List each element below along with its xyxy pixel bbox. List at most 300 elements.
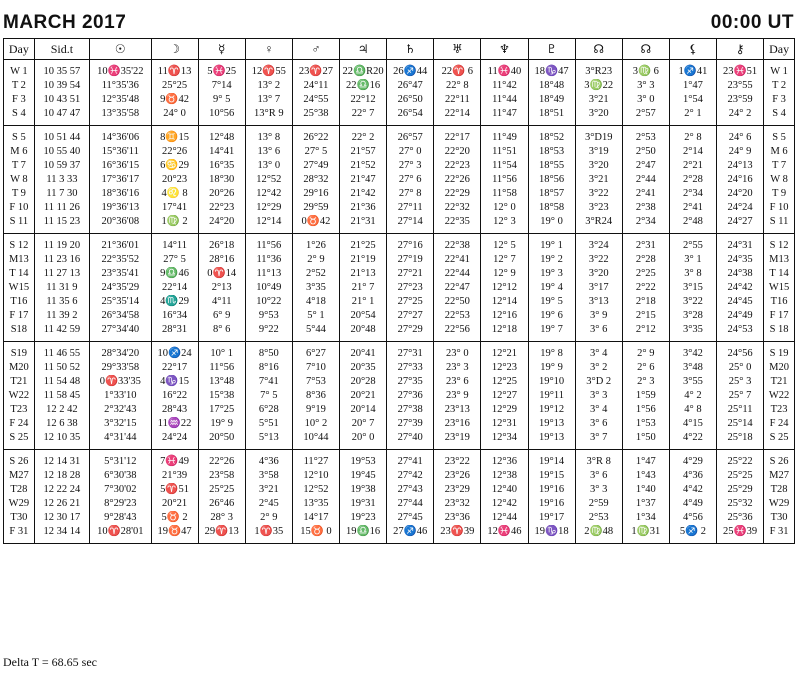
table-cell: 4°22	[669, 431, 716, 450]
table-row	[4, 403, 795, 417]
column-header: ☿	[198, 39, 245, 60]
table-cell: 12 14 31	[34, 450, 89, 470]
table-cell: 11 7 30	[34, 187, 89, 201]
table-cell: 9°28'43	[90, 511, 151, 525]
table-cell: 13°48	[198, 375, 245, 389]
table-cell: 14°17	[292, 511, 339, 525]
column-header: ♅	[434, 39, 481, 60]
table-cell: 27°11	[387, 201, 434, 215]
table-cell: 24°35	[717, 253, 764, 267]
table-cell: 14°36'06	[90, 126, 151, 146]
table-cell: 22°14	[434, 107, 481, 126]
table-row	[4, 201, 795, 215]
table-cell: 24°42	[717, 281, 764, 295]
table-cell: 19°13	[528, 431, 575, 450]
table-cell: 27° 6	[387, 173, 434, 187]
week-group	[4, 126, 795, 234]
table-row	[4, 361, 795, 375]
table-cell: 11°56	[245, 234, 292, 254]
table-cell: 2° 3	[622, 375, 669, 389]
table-cell: 8° 6	[198, 323, 245, 342]
table-cell: 15°36'11	[90, 145, 151, 159]
table-cell: 24°38	[717, 267, 764, 281]
table-cell: 3°R23	[575, 60, 622, 80]
table-cell: S 5	[764, 126, 795, 146]
table-cell: 9♉42	[151, 93, 198, 107]
table-cell: 12° 7	[481, 253, 528, 267]
table-cell: 20°14	[340, 403, 387, 417]
table-cell: 17°36'17	[90, 173, 151, 187]
table-cell: 5°31'12	[90, 450, 151, 470]
table-cell: 24° 6	[717, 126, 764, 146]
table-cell: 19° 8	[528, 342, 575, 362]
table-cell: T 14	[764, 267, 795, 281]
column-header: ♆	[481, 39, 528, 60]
table-cell: 19♉47	[151, 525, 198, 544]
table-cell: 4°18	[292, 295, 339, 309]
table-cell: 5♉ 2	[151, 511, 198, 525]
table-row	[4, 295, 795, 309]
table-row	[4, 145, 795, 159]
table-cell: 18°53	[528, 145, 575, 159]
table-cell: 23°36	[434, 511, 481, 525]
table-cell: 22°23	[434, 159, 481, 173]
table-cell: 2° 9	[622, 342, 669, 362]
table-cell: 2°59	[575, 497, 622, 511]
table-cell: 9°53	[245, 309, 292, 323]
table-cell: 23°58	[198, 469, 245, 483]
table-cell: 26°22	[292, 126, 339, 146]
table-cell: 18°36'16	[90, 187, 151, 201]
table-cell: 13° 8	[245, 126, 292, 146]
table-cell: 22♈ 6	[434, 60, 481, 80]
table-cell: 3°23	[575, 201, 622, 215]
table-cell: 11°49	[481, 126, 528, 146]
table-cell: 24° 0	[151, 107, 198, 126]
table-cell: T 2	[4, 79, 35, 93]
table-cell: 22°26	[151, 145, 198, 159]
table-cell: 27° 5	[292, 145, 339, 159]
table-cell: 19°16	[528, 497, 575, 511]
column-header: Sid.t	[34, 39, 89, 60]
table-cell: 2°18	[622, 295, 669, 309]
table-cell: 11°56	[481, 173, 528, 187]
table-cell: 19°14	[528, 450, 575, 470]
table-row	[4, 497, 795, 511]
table-cell: 5°51	[245, 417, 292, 431]
table-cell: 2°55	[669, 234, 716, 254]
column-header: ♂	[292, 39, 339, 60]
table-cell: 3°R 8	[575, 450, 622, 470]
table-cell: 25♓39	[717, 525, 764, 544]
table-row	[4, 60, 795, 80]
table-cell: 2°12	[622, 323, 669, 342]
week-group	[4, 234, 795, 342]
table-cell: 25° 0	[717, 361, 764, 375]
table-cell: 14°11	[151, 234, 198, 254]
table-cell: M27	[764, 469, 795, 483]
table-cell: 13°35'58	[90, 107, 151, 126]
table-cell: 24°20	[717, 187, 764, 201]
table-cell: 3♍ 6	[622, 60, 669, 80]
table-cell: 22°35	[434, 215, 481, 234]
table-cell: 27°42	[387, 469, 434, 483]
table-cell: 3°22	[575, 253, 622, 267]
table-cell: 23°13	[434, 403, 481, 417]
table-cell: 11°27	[292, 450, 339, 470]
table-cell: 11 19 20	[34, 234, 89, 254]
table-cell: 24° 9	[717, 145, 764, 159]
table-cell: 28°32	[292, 173, 339, 187]
column-header: ♄	[387, 39, 434, 60]
table-row	[4, 389, 795, 403]
table-cell: 19°15	[528, 469, 575, 483]
table-cell: 12°12	[481, 281, 528, 295]
table-cell: 18°55	[528, 159, 575, 173]
table-cell: 27°33	[387, 361, 434, 375]
week-group	[4, 60, 795, 126]
table-cell: 9°19	[292, 403, 339, 417]
table-cell: 7♓49	[151, 450, 198, 470]
table-cell: 22°23	[198, 201, 245, 215]
table-cell: 1°47	[669, 79, 716, 93]
table-row	[4, 107, 795, 126]
table-cell: 1♍ 2	[151, 215, 198, 234]
table-cell: 1°33'10	[90, 389, 151, 403]
table-cell: 10♓35'22	[90, 60, 151, 80]
table-cell: 6°27	[292, 342, 339, 362]
table-cell: 4°11	[198, 295, 245, 309]
table-cell: 19° 3	[528, 267, 575, 281]
table-cell: 10°22	[245, 295, 292, 309]
table-cell: 24°45	[717, 295, 764, 309]
table-cell: 12°23	[481, 361, 528, 375]
table-cell: 20°26	[198, 187, 245, 201]
table-cell: 26°50	[387, 93, 434, 107]
table-cell: S 11	[4, 215, 35, 234]
table-cell: 12°40	[481, 483, 528, 497]
table-cell: 18°56	[528, 173, 575, 187]
table-cell: S 4	[4, 107, 35, 126]
table-cell: 18°58	[528, 201, 575, 215]
table-cell: 25°32	[717, 497, 764, 511]
table-cell: 20°48	[340, 323, 387, 342]
table-cell: 19° 1	[528, 234, 575, 254]
table-cell: 24° 2	[717, 107, 764, 126]
table-cell: 6°30'38	[90, 469, 151, 483]
table-cell: 24°24	[717, 201, 764, 215]
table-cell: 3°42	[669, 342, 716, 362]
table-cell: 21°52	[340, 159, 387, 173]
table-cell: 2°32'43	[90, 403, 151, 417]
table-cell: 3°D 2	[575, 375, 622, 389]
table-cell: 20°23	[151, 173, 198, 187]
table-cell: 21° 7	[340, 281, 387, 295]
table-cell: 2°57	[622, 107, 669, 126]
table-cell: 25°18	[717, 431, 764, 450]
table-cell: 23° 6	[434, 375, 481, 389]
column-header: ☊	[575, 39, 622, 60]
table-cell: 9°22	[245, 323, 292, 342]
table-cell: 23°16	[434, 417, 481, 431]
table-row	[4, 483, 795, 497]
table-cell: 1°47	[622, 450, 669, 470]
table-cell: 7°41	[245, 375, 292, 389]
table-cell: 11°51	[481, 145, 528, 159]
table-cell: 28°31	[151, 323, 198, 342]
table-cell: T23	[4, 403, 35, 417]
table-cell: 22° 8	[434, 79, 481, 93]
table-row	[4, 187, 795, 201]
table-cell: 27°16	[387, 234, 434, 254]
table-cell: 12 22 24	[34, 483, 89, 497]
column-header: ♇	[528, 39, 575, 60]
table-cell: T30	[4, 511, 35, 525]
table-cell: 28°34'20	[90, 342, 151, 362]
table-cell: S 4	[764, 107, 795, 126]
table-cell: 4°31'44	[90, 431, 151, 450]
table-cell: 4°56	[669, 511, 716, 525]
table-cell: 3°21	[575, 173, 622, 187]
table-cell: 22°29	[434, 187, 481, 201]
table-cell: 22° 2	[340, 126, 387, 146]
table-cell: 21°13	[340, 267, 387, 281]
table-cell: 3°D19	[575, 126, 622, 146]
table-cell: 2°47	[622, 159, 669, 173]
table-cell: 12 26 21	[34, 497, 89, 511]
table-cell: 11°42	[481, 79, 528, 93]
table-cell: 4°36	[669, 469, 716, 483]
table-cell: S 11	[764, 215, 795, 234]
table-cell: 3°17	[575, 281, 622, 295]
table-cell: 27°41	[387, 450, 434, 470]
table-cell: 1°34	[622, 511, 669, 525]
week-group	[4, 450, 795, 544]
table-cell: 21°19	[340, 253, 387, 267]
table-cell: 27°23	[387, 281, 434, 295]
table-cell: 16°22	[151, 389, 198, 403]
table-cell: 3°13	[575, 295, 622, 309]
table-cell: 3°20	[575, 107, 622, 126]
table-cell: 12 2 42	[34, 403, 89, 417]
time-label: 00:00 UT	[710, 12, 794, 33]
table-cell: 24°16	[717, 173, 764, 187]
table-cell: F 10	[4, 201, 35, 215]
table-cell: 2°21	[669, 159, 716, 173]
table-cell: 24°20	[198, 215, 245, 234]
table-cell: 7°14	[198, 79, 245, 93]
table-cell: 27° 8	[387, 187, 434, 201]
table-cell: 10 55 40	[34, 145, 89, 159]
table-cell: 6°28	[245, 403, 292, 417]
table-cell: 17°41	[151, 201, 198, 215]
table-cell: 20°54	[340, 309, 387, 323]
table-cell: 2° 9	[245, 511, 292, 525]
table-cell: 27°40	[387, 431, 434, 450]
table-row	[4, 267, 795, 281]
table-cell: 3° 6	[575, 323, 622, 342]
table-cell: 1°59	[622, 389, 669, 403]
table-cell: S 25	[764, 431, 795, 450]
table-cell: 11♒22	[151, 417, 198, 431]
table-cell: 3° 3	[575, 389, 622, 403]
table-cell: T28	[4, 483, 35, 497]
table-cell: W 8	[764, 173, 795, 187]
table-cell: 9° 5	[198, 93, 245, 107]
column-header: ☽	[151, 39, 198, 60]
table-cell: 5♓25	[198, 60, 245, 80]
table-row	[4, 375, 795, 389]
table-cell: 3°24	[575, 234, 622, 254]
table-cell: 13° 6	[245, 145, 292, 159]
table-cell: 12°27	[481, 389, 528, 403]
table-cell: W 1	[4, 60, 35, 80]
week-group	[4, 342, 795, 450]
table-cell: 3° 4	[575, 342, 622, 362]
table-cell: M20	[764, 361, 795, 375]
table-cell: 19° 0	[528, 215, 575, 234]
table-cell: 25°29	[717, 483, 764, 497]
table-cell: 4°42	[669, 483, 716, 497]
table-cell: 29°33'58	[90, 361, 151, 375]
table-cell: 12°25	[481, 375, 528, 389]
table-cell: 2°53	[622, 126, 669, 146]
table-cell: 11 23 16	[34, 253, 89, 267]
table-cell: 1°40	[622, 483, 669, 497]
table-cell: 0♈33'35	[90, 375, 151, 389]
table-cell: 1°54	[669, 93, 716, 107]
table-cell: 24°27	[717, 215, 764, 234]
table-cell: 2°52	[292, 267, 339, 281]
table-cell: 22°38	[434, 234, 481, 254]
table-cell: 3°32'15	[90, 417, 151, 431]
table-cell: 26°47	[387, 79, 434, 93]
table-cell: 23°32	[434, 497, 481, 511]
table-cell: 24°55	[292, 93, 339, 107]
table-cell: 22°26	[434, 173, 481, 187]
table-cell: 20°36'08	[90, 215, 151, 234]
table-cell: 12 10 35	[34, 431, 89, 450]
table-cell: 2° 8	[669, 126, 716, 146]
table-cell: 21°31	[340, 215, 387, 234]
table-cell: S 5	[4, 126, 35, 146]
table-cell: 10 47 47	[34, 107, 89, 126]
table-cell: 19° 2	[528, 253, 575, 267]
table-cell: 4°49	[669, 497, 716, 511]
table-cell: S 26	[4, 450, 35, 470]
table-cell: 13° 2	[245, 79, 292, 93]
table-cell: 18°49	[528, 93, 575, 107]
table-cell: 29°59	[292, 201, 339, 215]
table-cell: 18°48	[528, 79, 575, 93]
table-cell: 9♎46	[151, 267, 198, 281]
table-cell: T 2	[764, 79, 795, 93]
table-cell: F 24	[4, 417, 35, 431]
table-cell: 27°49	[292, 159, 339, 173]
table-cell: 3°48	[669, 361, 716, 375]
table-cell: 12°38	[481, 469, 528, 483]
table-cell: 23♓51	[717, 60, 764, 80]
table-cell: 19°31	[340, 497, 387, 511]
table-cell: 16°35	[198, 159, 245, 173]
table-cell: 13°35	[292, 497, 339, 511]
table-cell: M13	[764, 253, 795, 267]
table-cell: 1°37	[622, 497, 669, 511]
table-cell: 10 43 51	[34, 93, 89, 107]
table-cell: 11 27 13	[34, 267, 89, 281]
table-cell: 25°36	[717, 511, 764, 525]
table-cell: 11°47	[481, 107, 528, 126]
table-cell: 3°35	[669, 323, 716, 342]
table-cell: 2°28	[669, 173, 716, 187]
table-cell: 21° 1	[340, 295, 387, 309]
table-cell: 11 58 45	[34, 389, 89, 403]
table-cell: 5°13	[245, 431, 292, 450]
table-cell: 11 50 52	[34, 361, 89, 375]
table-cell: 3°58	[245, 469, 292, 483]
table-row	[4, 126, 795, 146]
table-cell: 19°16	[528, 483, 575, 497]
table-cell: 2♍48	[575, 525, 622, 544]
table-cell: 2°45	[245, 497, 292, 511]
table-cell: 12° 5	[481, 234, 528, 254]
table-row	[4, 525, 795, 544]
table-cell: 1°43	[622, 469, 669, 483]
table-cell: 27°34'40	[90, 323, 151, 342]
table-cell: 19°17	[528, 511, 575, 525]
table-cell: 19°11	[528, 389, 575, 403]
table-cell: 11°13	[245, 267, 292, 281]
table-row	[4, 511, 795, 525]
table-cell: 27°19	[387, 253, 434, 267]
table-cell: 21°36'01	[90, 234, 151, 254]
table-cell: 12°14	[245, 215, 292, 234]
table-cell: 18°51	[528, 107, 575, 126]
table-cell: 3°R24	[575, 215, 622, 234]
table-row	[4, 323, 795, 342]
table-cell: 19°53	[340, 450, 387, 470]
table-cell: 1°26	[292, 234, 339, 254]
table-cell: 14°41	[198, 145, 245, 159]
table-cell: 27°31	[387, 342, 434, 362]
table-row	[4, 431, 795, 450]
table-cell: 22♎16	[340, 79, 387, 93]
table-cell: 27°21	[387, 267, 434, 281]
table-cell: 12°42	[245, 187, 292, 201]
table-cell: 3°22	[575, 187, 622, 201]
table-cell: 12°42	[481, 497, 528, 511]
table-row	[4, 342, 795, 362]
table-cell: S 18	[764, 323, 795, 342]
table-cell: 25°14	[717, 417, 764, 431]
column-header: ☊	[622, 39, 669, 60]
table-cell: 2° 9	[292, 253, 339, 267]
table-cell: 4♌ 8	[151, 187, 198, 201]
table-cell: T30	[764, 511, 795, 525]
table-cell: 12°52	[292, 483, 339, 497]
table-cell: 22°12	[340, 93, 387, 107]
table-cell: 25°11	[717, 403, 764, 417]
table-cell: T 9	[4, 187, 35, 201]
table-cell: 5♈51	[151, 483, 198, 497]
table-cell: 19°10	[528, 375, 575, 389]
table-cell: 18°57	[528, 187, 575, 201]
table-cell: 23♈39	[434, 525, 481, 544]
table-cell: 18°52	[528, 126, 575, 146]
table-row	[4, 215, 795, 234]
table-cell: 22°26	[198, 450, 245, 470]
delta-t-note: Delta T = 68.65 sec	[3, 655, 97, 669]
